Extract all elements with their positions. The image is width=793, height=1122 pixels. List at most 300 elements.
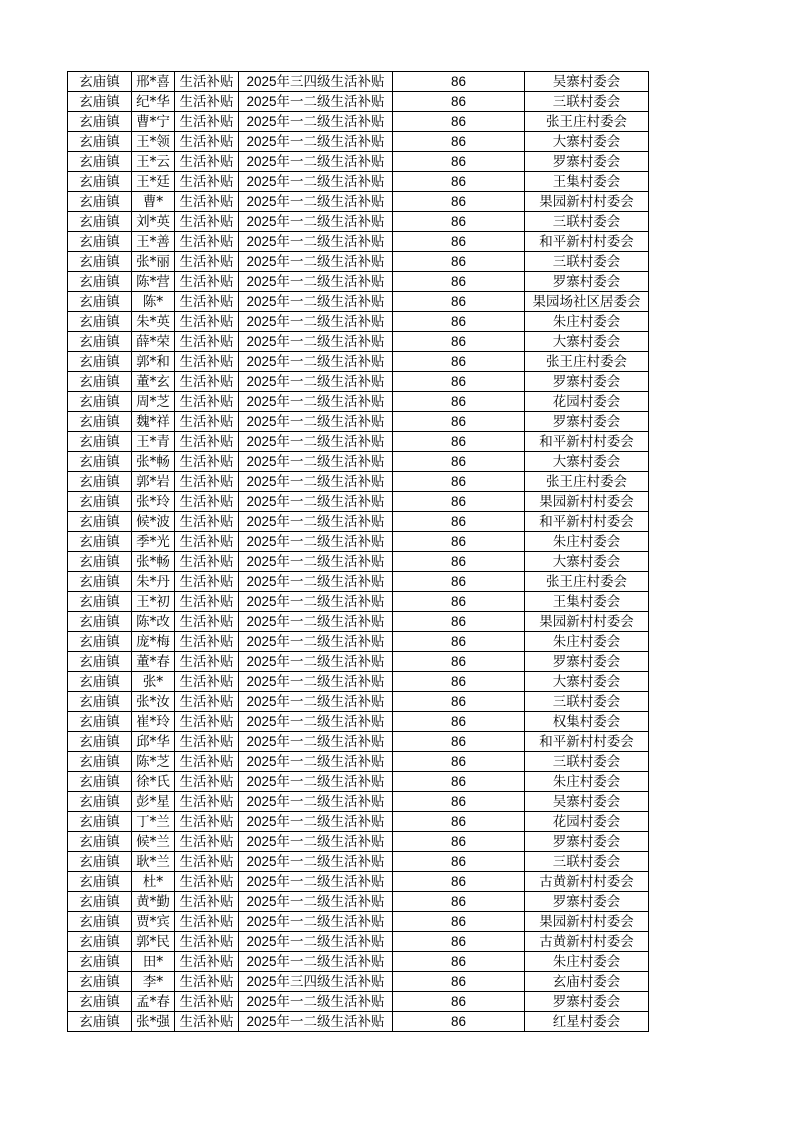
village-committee-cell: 果园新村村委会: [525, 912, 649, 932]
table-row: [68, 112, 649, 132]
town-cell: 玄庙镇: [68, 372, 132, 392]
name-cell: 邢*喜: [132, 72, 175, 92]
amount-cell: 86: [393, 252, 525, 272]
amount-cell: 86: [393, 112, 525, 132]
town-cell: 玄庙镇: [68, 692, 132, 712]
subsidy-item-cell: 2025年一二级生活补贴: [239, 112, 393, 132]
subsidy-item-cell: 2025年一二级生活补贴: [239, 252, 393, 272]
village-committee-cell: 大寨村委会: [525, 672, 649, 692]
subsidy-item-cell: 2025年一二级生活补贴: [239, 912, 393, 932]
subsidy-type-cell: 生活补贴: [175, 392, 239, 412]
subsidy-type-cell: 生活补贴: [175, 572, 239, 592]
subsidy-type-cell: 生活补贴: [175, 632, 239, 652]
name-cell: 陈*芝: [132, 752, 175, 772]
name-cell: 季*光: [132, 532, 175, 552]
table-row: [68, 652, 649, 672]
table-row: [68, 512, 649, 532]
village-committee-cell: 罗寨村委会: [525, 652, 649, 672]
village-committee-cell: 大寨村委会: [525, 332, 649, 352]
table-row: [68, 992, 649, 1012]
name-cell: 董*玄: [132, 372, 175, 392]
town-cell: 玄庙镇: [68, 872, 132, 892]
village-committee-cell: 古黄新村村委会: [525, 872, 649, 892]
subsidy-item-cell: 2025年一二级生活补贴: [239, 772, 393, 792]
name-cell: 崔*玲: [132, 712, 175, 732]
table-row: [68, 752, 649, 772]
table-row: [68, 312, 649, 332]
subsidy-type-cell: 生活补贴: [175, 992, 239, 1012]
subsidy-type-cell: 生活补贴: [175, 852, 239, 872]
subsidy-type-cell: 生活补贴: [175, 652, 239, 672]
subsidy-item-cell: 2025年一二级生活补贴: [239, 712, 393, 732]
subsidy-item-cell: 2025年一二级生活补贴: [239, 652, 393, 672]
subsidy-item-cell: 2025年一二级生活补贴: [239, 572, 393, 592]
subsidy-type-cell: 生活补贴: [175, 612, 239, 632]
name-cell: 王*青: [132, 432, 175, 452]
subsidy-type-cell: 生活补贴: [175, 452, 239, 472]
table-row: [68, 72, 649, 92]
table-row: [68, 712, 649, 732]
subsidy-type-cell: 生活补贴: [175, 832, 239, 852]
subsidy-item-cell: 2025年一二级生活补贴: [239, 392, 393, 412]
town-cell: 玄庙镇: [68, 172, 132, 192]
name-cell: 黄*勤: [132, 892, 175, 912]
village-committee-cell: 吴寨村委会: [525, 72, 649, 92]
name-cell: 陈*改: [132, 612, 175, 632]
subsidy-type-cell: 生活补贴: [175, 92, 239, 112]
subsidy-type-cell: 生活补贴: [175, 792, 239, 812]
name-cell: 李*: [132, 972, 175, 992]
amount-cell: 86: [393, 612, 525, 632]
table-row: [68, 92, 649, 112]
amount-cell: 86: [393, 672, 525, 692]
name-cell: 王*初: [132, 592, 175, 612]
village-committee-cell: 三联村委会: [525, 212, 649, 232]
subsidy-item-cell: 2025年一二级生活补贴: [239, 172, 393, 192]
amount-cell: 86: [393, 552, 525, 572]
subsidy-item-cell: 2025年一二级生活补贴: [239, 472, 393, 492]
table-row: [68, 1012, 649, 1032]
subsidy-item-cell: 2025年一二级生活补贴: [239, 632, 393, 652]
subsidy-type-cell: 生活补贴: [175, 772, 239, 792]
subsidy-item-cell: 2025年一二级生活补贴: [239, 412, 393, 432]
town-cell: 玄庙镇: [68, 432, 132, 452]
village-committee-cell: 罗寨村委会: [525, 372, 649, 392]
subsidy-type-cell: 生活补贴: [175, 332, 239, 352]
table-row: [68, 792, 649, 812]
amount-cell: 86: [393, 132, 525, 152]
table-row: [68, 772, 649, 792]
subsidy-type-cell: 生活补贴: [175, 532, 239, 552]
village-committee-cell: 张王庄村委会: [525, 572, 649, 592]
table-row: [68, 392, 649, 412]
town-cell: 玄庙镇: [68, 332, 132, 352]
name-cell: 周*芝: [132, 392, 175, 412]
name-cell: 张*强: [132, 1012, 175, 1032]
subsidy-item-cell: 2025年一二级生活补贴: [239, 132, 393, 152]
village-committee-cell: 王集村委会: [525, 592, 649, 612]
village-committee-cell: 罗寨村委会: [525, 152, 649, 172]
subsidy-type-cell: 生活补贴: [175, 492, 239, 512]
subsidy-item-cell: 2025年一二级生活补贴: [239, 292, 393, 312]
subsidy-type-cell: 生活补贴: [175, 232, 239, 252]
town-cell: 玄庙镇: [68, 252, 132, 272]
name-cell: 候*波: [132, 512, 175, 532]
village-committee-cell: 罗寨村委会: [525, 412, 649, 432]
table-row: [68, 192, 649, 212]
town-cell: 玄庙镇: [68, 972, 132, 992]
amount-cell: 86: [393, 292, 525, 312]
village-committee-cell: 权集村委会: [525, 712, 649, 732]
name-cell: 杜*: [132, 872, 175, 892]
town-cell: 玄庙镇: [68, 992, 132, 1012]
subsidy-table: [67, 71, 649, 1032]
subsidy-type-cell: 生活补贴: [175, 752, 239, 772]
village-committee-cell: 王集村委会: [525, 172, 649, 192]
amount-cell: 86: [393, 912, 525, 932]
town-cell: 玄庙镇: [68, 412, 132, 432]
name-cell: 纪*华: [132, 92, 175, 112]
amount-cell: 86: [393, 272, 525, 292]
amount-cell: 86: [393, 452, 525, 472]
subsidy-type-cell: 生活补贴: [175, 132, 239, 152]
subsidy-item-cell: 2025年一二级生活补贴: [239, 592, 393, 612]
amount-cell: 86: [393, 212, 525, 232]
amount-cell: 86: [393, 932, 525, 952]
amount-cell: 86: [393, 312, 525, 332]
town-cell: 玄庙镇: [68, 572, 132, 592]
name-cell: 王*廷: [132, 172, 175, 192]
subsidy-item-cell: 2025年一二级生活补贴: [239, 432, 393, 452]
amount-cell: 86: [393, 872, 525, 892]
subsidy-item-cell: 2025年一二级生活补贴: [239, 372, 393, 392]
town-cell: 玄庙镇: [68, 532, 132, 552]
town-cell: 玄庙镇: [68, 552, 132, 572]
town-cell: 玄庙镇: [68, 212, 132, 232]
amount-cell: 86: [393, 392, 525, 412]
name-cell: 彭*星: [132, 792, 175, 812]
village-committee-cell: 三联村委会: [525, 752, 649, 772]
name-cell: 张*汝: [132, 692, 175, 712]
subsidy-item-cell: 2025年一二级生活补贴: [239, 812, 393, 832]
subsidy-type-cell: 生活补贴: [175, 952, 239, 972]
village-committee-cell: 朱庄村委会: [525, 632, 649, 652]
subsidy-type-cell: 生活补贴: [175, 72, 239, 92]
town-cell: 玄庙镇: [68, 92, 132, 112]
village-committee-cell: 果园新村村委会: [525, 612, 649, 632]
name-cell: 张*: [132, 672, 175, 692]
subsidy-type-cell: 生活补贴: [175, 112, 239, 132]
table-row: [68, 952, 649, 972]
town-cell: 玄庙镇: [68, 272, 132, 292]
village-committee-cell: 朱庄村委会: [525, 952, 649, 972]
amount-cell: 86: [393, 592, 525, 612]
village-committee-cell: 和平新村村委会: [525, 732, 649, 752]
subsidy-item-cell: 2025年一二级生活补贴: [239, 332, 393, 352]
village-committee-cell: 三联村委会: [525, 252, 649, 272]
subsidy-item-cell: 2025年一二级生活补贴: [239, 752, 393, 772]
town-cell: 玄庙镇: [68, 112, 132, 132]
subsidy-type-cell: 生活补贴: [175, 472, 239, 492]
subsidy-type-cell: 生活补贴: [175, 712, 239, 732]
village-committee-cell: 和平新村村委会: [525, 432, 649, 452]
name-cell: 魏*祥: [132, 412, 175, 432]
table-row: [68, 572, 649, 592]
amount-cell: 86: [393, 172, 525, 192]
town-cell: 玄庙镇: [68, 912, 132, 932]
town-cell: 玄庙镇: [68, 832, 132, 852]
table-row: [68, 492, 649, 512]
town-cell: 玄庙镇: [68, 352, 132, 372]
amount-cell: 86: [393, 92, 525, 112]
amount-cell: 86: [393, 372, 525, 392]
village-committee-cell: 吴寨村委会: [525, 792, 649, 812]
name-cell: 王*领: [132, 132, 175, 152]
subsidy-item-cell: 2025年一二级生活补贴: [239, 452, 393, 472]
table-row: [68, 152, 649, 172]
amount-cell: 86: [393, 972, 525, 992]
subsidy-item-cell: 2025年一二级生活补贴: [239, 932, 393, 952]
village-committee-cell: 古黄新村村委会: [525, 932, 649, 952]
subsidy-type-cell: 生活补贴: [175, 872, 239, 892]
table-row: [68, 592, 649, 612]
subsidy-item-cell: 2025年一二级生活补贴: [239, 872, 393, 892]
subsidy-type-cell: 生活补贴: [175, 692, 239, 712]
table-row: [68, 332, 649, 352]
table-row: [68, 932, 649, 952]
village-committee-cell: 果园新村村委会: [525, 492, 649, 512]
table-row: [68, 912, 649, 932]
amount-cell: 86: [393, 752, 525, 772]
subsidy-type-cell: 生活补贴: [175, 272, 239, 292]
subsidy-type-cell: 生活补贴: [175, 152, 239, 172]
name-cell: 徐*氏: [132, 772, 175, 792]
subsidy-item-cell: 2025年一二级生活补贴: [239, 352, 393, 372]
subsidy-item-cell: 2025年一二级生活补贴: [239, 312, 393, 332]
name-cell: 庞*梅: [132, 632, 175, 652]
town-cell: 玄庙镇: [68, 512, 132, 532]
amount-cell: 86: [393, 432, 525, 452]
town-cell: 玄庙镇: [68, 312, 132, 332]
town-cell: 玄庙镇: [68, 192, 132, 212]
town-cell: 玄庙镇: [68, 492, 132, 512]
subsidy-item-cell: 2025年一二级生活补贴: [239, 552, 393, 572]
town-cell: 玄庙镇: [68, 592, 132, 612]
amount-cell: 86: [393, 532, 525, 552]
subsidy-type-cell: 生活补贴: [175, 312, 239, 332]
name-cell: 邱*华: [132, 732, 175, 752]
subsidy-type-cell: 生活补贴: [175, 672, 239, 692]
village-committee-cell: 花园村委会: [525, 392, 649, 412]
table-row: [68, 872, 649, 892]
town-cell: 玄庙镇: [68, 292, 132, 312]
village-committee-cell: 和平新村村委会: [525, 232, 649, 252]
town-cell: 玄庙镇: [68, 792, 132, 812]
subsidy-type-cell: 生活补贴: [175, 552, 239, 572]
town-cell: 玄庙镇: [68, 1012, 132, 1032]
town-cell: 玄庙镇: [68, 612, 132, 632]
table-row: [68, 452, 649, 472]
village-committee-cell: 三联村委会: [525, 852, 649, 872]
subsidy-item-cell: 2025年一二级生活补贴: [239, 852, 393, 872]
village-committee-cell: 罗寨村委会: [525, 272, 649, 292]
town-cell: 玄庙镇: [68, 472, 132, 492]
amount-cell: 86: [393, 572, 525, 592]
town-cell: 玄庙镇: [68, 852, 132, 872]
village-committee-cell: 罗寨村委会: [525, 892, 649, 912]
name-cell: 刘*英: [132, 212, 175, 232]
village-committee-cell: 张王庄村委会: [525, 472, 649, 492]
table-row: [68, 272, 649, 292]
village-committee-cell: 和平新村村委会: [525, 512, 649, 532]
name-cell: 郭*岩: [132, 472, 175, 492]
village-committee-cell: 罗寨村委会: [525, 832, 649, 852]
name-cell: 张*畅: [132, 552, 175, 572]
town-cell: 玄庙镇: [68, 132, 132, 152]
table-row: [68, 352, 649, 372]
name-cell: 朱*丹: [132, 572, 175, 592]
town-cell: 玄庙镇: [68, 152, 132, 172]
subsidy-item-cell: 2025年一二级生活补贴: [239, 232, 393, 252]
subsidy-item-cell: 2025年一二级生活补贴: [239, 832, 393, 852]
table-row: [68, 132, 649, 152]
name-cell: 张*畅: [132, 452, 175, 472]
name-cell: 郭*和: [132, 352, 175, 372]
amount-cell: 86: [393, 332, 525, 352]
town-cell: 玄庙镇: [68, 752, 132, 772]
amount-cell: 86: [393, 412, 525, 432]
subsidy-type-cell: 生活补贴: [175, 972, 239, 992]
amount-cell: 86: [393, 72, 525, 92]
name-cell: 孟*春: [132, 992, 175, 1012]
amount-cell: 86: [393, 352, 525, 372]
subsidy-item-cell: 2025年一二级生活补贴: [239, 992, 393, 1012]
amount-cell: 86: [393, 632, 525, 652]
village-committee-cell: 朱庄村委会: [525, 532, 649, 552]
name-cell: 朱*英: [132, 312, 175, 332]
subsidy-type-cell: 生活补贴: [175, 292, 239, 312]
subsidy-type-cell: 生活补贴: [175, 432, 239, 452]
subsidy-item-cell: 2025年一二级生活补贴: [239, 512, 393, 532]
table-row: [68, 812, 649, 832]
name-cell: 张*丽: [132, 252, 175, 272]
subsidy-item-cell: 2025年一二级生活补贴: [239, 492, 393, 512]
subsidy-item-cell: 2025年一二级生活补贴: [239, 192, 393, 212]
subsidy-type-cell: 生活补贴: [175, 912, 239, 932]
village-committee-cell: 红星村委会: [525, 1012, 649, 1032]
subsidy-item-cell: 2025年三四级生活补贴: [239, 72, 393, 92]
table-row: [68, 632, 649, 652]
table-row: [68, 732, 649, 752]
amount-cell: 86: [393, 192, 525, 212]
subsidy-type-cell: 生活补贴: [175, 172, 239, 192]
name-cell: 张*玲: [132, 492, 175, 512]
town-cell: 玄庙镇: [68, 652, 132, 672]
table-row: [68, 612, 649, 632]
town-cell: 玄庙镇: [68, 932, 132, 952]
amount-cell: 86: [393, 1012, 525, 1032]
table-row: [68, 892, 649, 912]
subsidy-item-cell: 2025年一二级生活补贴: [239, 92, 393, 112]
subsidy-item-cell: 2025年一二级生活补贴: [239, 612, 393, 632]
town-cell: 玄庙镇: [68, 672, 132, 692]
table-row: [68, 972, 649, 992]
subsidy-type-cell: 生活补贴: [175, 412, 239, 432]
amount-cell: 86: [393, 832, 525, 852]
name-cell: 郭*民: [132, 932, 175, 952]
village-committee-cell: 三联村委会: [525, 92, 649, 112]
name-cell: 王*云: [132, 152, 175, 172]
town-cell: 玄庙镇: [68, 732, 132, 752]
town-cell: 玄庙镇: [68, 452, 132, 472]
town-cell: 玄庙镇: [68, 632, 132, 652]
name-cell: 田*: [132, 952, 175, 972]
subsidy-type-cell: 生活补贴: [175, 352, 239, 372]
amount-cell: 86: [393, 152, 525, 172]
amount-cell: 86: [393, 792, 525, 812]
table-row: [68, 692, 649, 712]
village-committee-cell: 朱庄村委会: [525, 312, 649, 332]
subsidy-item-cell: 2025年三四级生活补贴: [239, 972, 393, 992]
name-cell: 薛*荣: [132, 332, 175, 352]
subsidy-item-cell: 2025年一二级生活补贴: [239, 672, 393, 692]
town-cell: 玄庙镇: [68, 392, 132, 412]
subsidy-type-cell: 生活补贴: [175, 732, 239, 752]
subsidy-item-cell: 2025年一二级生活补贴: [239, 272, 393, 292]
village-committee-cell: 果园新村村委会: [525, 192, 649, 212]
amount-cell: 86: [393, 512, 525, 532]
subsidy-type-cell: 生活补贴: [175, 372, 239, 392]
subsidy-item-cell: 2025年一二级生活补贴: [239, 792, 393, 812]
subsidy-item-cell: 2025年一二级生活补贴: [239, 732, 393, 752]
village-committee-cell: 张王庄村委会: [525, 352, 649, 372]
subsidy-type-cell: 生活补贴: [175, 512, 239, 532]
amount-cell: 86: [393, 492, 525, 512]
amount-cell: 86: [393, 652, 525, 672]
table-row: [68, 472, 649, 492]
table-row: [68, 212, 649, 232]
table-row: [68, 532, 649, 552]
subsidy-item-cell: 2025年一二级生活补贴: [239, 1012, 393, 1032]
village-committee-cell: 花园村委会: [525, 812, 649, 832]
name-cell: 耿*兰: [132, 852, 175, 872]
amount-cell: 86: [393, 732, 525, 752]
table-row: [68, 172, 649, 192]
name-cell: 候*兰: [132, 832, 175, 852]
village-committee-cell: 大寨村委会: [525, 552, 649, 572]
amount-cell: 86: [393, 772, 525, 792]
village-committee-cell: 朱庄村委会: [525, 772, 649, 792]
name-cell: 贾*宾: [132, 912, 175, 932]
subsidy-item-cell: 2025年一二级生活补贴: [239, 892, 393, 912]
subsidy-type-cell: 生活补贴: [175, 1012, 239, 1032]
table-row: [68, 852, 649, 872]
table-row: [68, 672, 649, 692]
subsidy-item-cell: 2025年一二级生活补贴: [239, 212, 393, 232]
subsidy-item-cell: 2025年一二级生活补贴: [239, 152, 393, 172]
subsidy-type-cell: 生活补贴: [175, 812, 239, 832]
amount-cell: 86: [393, 952, 525, 972]
amount-cell: 86: [393, 812, 525, 832]
table-row: [68, 832, 649, 852]
subsidy-type-cell: 生活补贴: [175, 212, 239, 232]
table-row: [68, 252, 649, 272]
table-row: [68, 372, 649, 392]
subsidy-type-cell: 生活补贴: [175, 192, 239, 212]
town-cell: 玄庙镇: [68, 892, 132, 912]
town-cell: 玄庙镇: [68, 712, 132, 732]
name-cell: 董*春: [132, 652, 175, 672]
